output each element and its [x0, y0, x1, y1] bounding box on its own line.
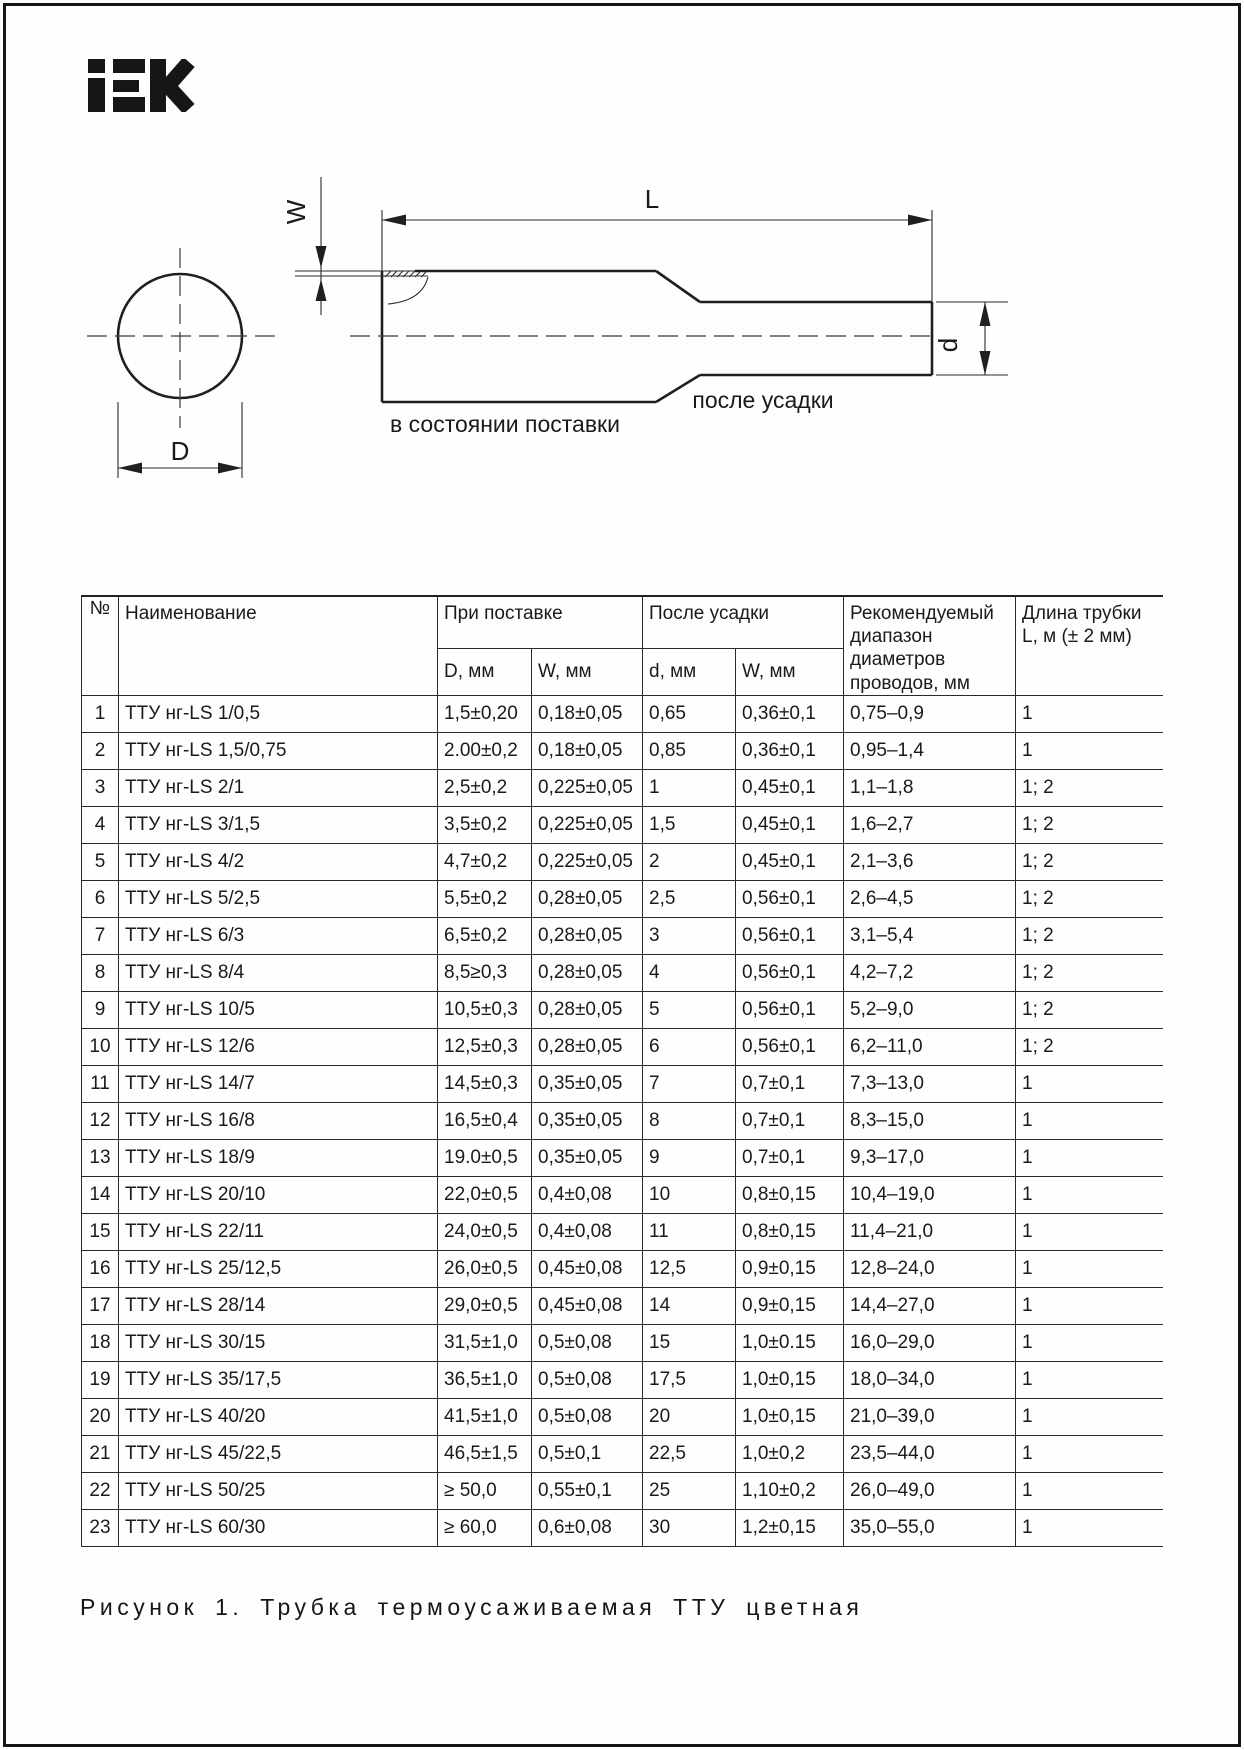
- cell-D: 46,5±1,5: [438, 1435, 532, 1472]
- cell-len: 1; 2: [1016, 917, 1163, 954]
- col-header-length: Длина трубки L, м (± 2 мм): [1016, 596, 1163, 695]
- cell-name: ТТУ нг-LS 28/14: [119, 1287, 438, 1324]
- cell-D: 24,0±0,5: [438, 1213, 532, 1250]
- cell-name: ТТУ нг-LS 5/2,5: [119, 880, 438, 917]
- cell-D: 22,0±0,5: [438, 1176, 532, 1213]
- cell-W2: 1,0±0,2: [736, 1435, 844, 1472]
- cell-n: 6: [82, 880, 119, 917]
- cell-range: 2,6–4,5: [844, 880, 1016, 917]
- cell-n: 16: [82, 1250, 119, 1287]
- table-row: [82, 769, 1163, 806]
- cell-d: 3: [643, 917, 736, 954]
- table-row: [82, 1361, 1163, 1398]
- cell-D: 10,5±0,3: [438, 991, 532, 1028]
- cell-D: 16,5±0,4: [438, 1102, 532, 1139]
- cell-W2: 0,56±0,1: [736, 880, 844, 917]
- dim-label-W: W: [281, 199, 311, 225]
- cell-len: 1; 2: [1016, 806, 1163, 843]
- cell-D: 6,5±0,2: [438, 917, 532, 954]
- cell-d: 1,5: [643, 806, 736, 843]
- dim-label-d: d: [933, 337, 963, 353]
- col-header-name: Наименование: [119, 596, 438, 695]
- cell-W1: 0,18±0,05: [532, 695, 643, 732]
- cell-range: 26,0–49,0: [844, 1472, 1016, 1509]
- cell-D: ≥ 50,0: [438, 1472, 532, 1509]
- cell-range: 1,1–1,8: [844, 769, 1016, 806]
- dim-arrow-icon: [980, 302, 991, 326]
- cell-W2: 1,0±0.15: [736, 1324, 844, 1361]
- cell-len: 1: [1016, 1472, 1163, 1509]
- cell-W2: 0,56±0,1: [736, 991, 844, 1028]
- cell-n: 18: [82, 1324, 119, 1361]
- cell-D: ≥ 60,0: [438, 1509, 532, 1546]
- cell-W1: 0,5±0,08: [532, 1361, 643, 1398]
- cell-range: 12,8–24,0: [844, 1250, 1016, 1287]
- dim-label-D: D: [170, 436, 190, 466]
- cell-d: 11: [643, 1213, 736, 1250]
- col-header-d-mm: d, мм: [643, 648, 736, 695]
- table-row: [82, 843, 1163, 880]
- cell-W2: 0,8±0,15: [736, 1176, 844, 1213]
- cell-W2: 0,9±0,15: [736, 1250, 844, 1287]
- cell-len: 1: [1016, 1065, 1163, 1102]
- cell-range: 3,1–5,4: [844, 917, 1016, 954]
- cell-D: 29,0±0,5: [438, 1287, 532, 1324]
- table-row: [82, 1176, 1163, 1213]
- cell-W2: 0,45±0,1: [736, 843, 844, 880]
- cell-D: 12,5±0,3: [438, 1028, 532, 1065]
- cell-n: 17: [82, 1287, 119, 1324]
- cell-W2: 1,2±0,15: [736, 1509, 844, 1546]
- cell-D: 36,5±1,0: [438, 1361, 532, 1398]
- cell-W2: 1,10±0,2: [736, 1472, 844, 1509]
- cell-len: 1; 2: [1016, 769, 1163, 806]
- col-header-range: Рекомендуемый диапазон диаметров проводов, мм: [844, 596, 1016, 695]
- cell-W1: 0,225±0,05: [532, 843, 643, 880]
- cell-W1: 0,6±0,08: [532, 1509, 643, 1546]
- cell-len: 1: [1016, 1509, 1163, 1546]
- col-group-after-shrink: После усадки: [643, 596, 844, 648]
- cell-name: ТТУ нг-LS 60/30: [119, 1509, 438, 1546]
- table-row: [82, 1102, 1163, 1139]
- cell-n: 8: [82, 954, 119, 991]
- cell-name: ТТУ нг-LS 2/1: [119, 769, 438, 806]
- cell-d: 20: [643, 1398, 736, 1435]
- cell-name: ТТУ нг-LS 30/15: [119, 1324, 438, 1361]
- cell-range: 18,0–34,0: [844, 1361, 1016, 1398]
- table-row: [82, 1435, 1163, 1472]
- cell-name: ТТУ нг-LS 50/25: [119, 1472, 438, 1509]
- cell-d: 6: [643, 1028, 736, 1065]
- cell-n: 10: [82, 1028, 119, 1065]
- cell-name: ТТУ нг-LS 25/12,5: [119, 1250, 438, 1287]
- cell-W2: 0,8±0,15: [736, 1213, 844, 1250]
- table-row: [82, 1250, 1163, 1287]
- cell-n: 23: [82, 1509, 119, 1546]
- cell-W2: 0,9±0,15: [736, 1287, 844, 1324]
- cell-range: 23,5–44,0: [844, 1435, 1016, 1472]
- cell-W1: 0,28±0,05: [532, 1028, 643, 1065]
- spec-table-wrapper: [81, 595, 1163, 1547]
- cell-W1: 0,35±0,05: [532, 1065, 643, 1102]
- cell-d: 12,5: [643, 1250, 736, 1287]
- cell-n: 15: [82, 1213, 119, 1250]
- dim-arrow-icon: [980, 351, 991, 375]
- cell-name: ТТУ нг-LS 10/5: [119, 991, 438, 1028]
- cell-D: 26,0±0,5: [438, 1250, 532, 1287]
- cell-len: 1: [1016, 1213, 1163, 1250]
- cell-range: 35,0–55,0: [844, 1509, 1016, 1546]
- cell-range: 16,0–29,0: [844, 1324, 1016, 1361]
- cell-W1: 0,45±0,08: [532, 1250, 643, 1287]
- cell-W1: 0,18±0,05: [532, 732, 643, 769]
- cell-name: ТТУ нг-LS 20/10: [119, 1176, 438, 1213]
- table-row: [82, 695, 1163, 732]
- cell-n: 20: [82, 1398, 119, 1435]
- table-row: [82, 732, 1163, 769]
- table-body: [82, 695, 1163, 1546]
- cell-range: 0,75–0,9: [844, 695, 1016, 732]
- cell-n: 12: [82, 1102, 119, 1139]
- cell-W1: 0,28±0,05: [532, 880, 643, 917]
- cell-W2: 0,7±0,1: [736, 1139, 844, 1176]
- cell-D: 1,5±0,20: [438, 695, 532, 732]
- cell-d: 0,85: [643, 732, 736, 769]
- cell-d: 1: [643, 769, 736, 806]
- cell-name: ТТУ нг-LS 4/2: [119, 843, 438, 880]
- cell-name: ТТУ нг-LS 14/7: [119, 1065, 438, 1102]
- cell-name: ТТУ нг-LS 8/4: [119, 954, 438, 991]
- cell-d: 5: [643, 991, 736, 1028]
- cell-len: 1: [1016, 695, 1163, 732]
- table-row: [82, 1398, 1163, 1435]
- cell-W1: 0,4±0,08: [532, 1213, 643, 1250]
- cell-len: 1: [1016, 1361, 1163, 1398]
- cell-n: 5: [82, 843, 119, 880]
- cell-n: 3: [82, 769, 119, 806]
- cell-d: 7: [643, 1065, 736, 1102]
- table-row: [82, 991, 1163, 1028]
- cell-range: 14,4–27,0: [844, 1287, 1016, 1324]
- cell-D: 19.0±0,5: [438, 1139, 532, 1176]
- cell-d: 10: [643, 1176, 736, 1213]
- table-row: [82, 1065, 1163, 1102]
- col-header-W-mm-after: W, мм: [736, 648, 844, 695]
- cell-W2: 0,45±0,1: [736, 769, 844, 806]
- cell-W1: 0,5±0,1: [532, 1435, 643, 1472]
- cell-n: 22: [82, 1472, 119, 1509]
- cell-W2: 0,45±0,1: [736, 806, 844, 843]
- cell-d: 8: [643, 1102, 736, 1139]
- cell-D: 41,5±1,0: [438, 1398, 532, 1435]
- cell-n: 7: [82, 917, 119, 954]
- cell-len: 1: [1016, 1398, 1163, 1435]
- table-row: [82, 1324, 1163, 1361]
- dim-arrow-icon: [316, 246, 327, 268]
- cell-len: 1; 2: [1016, 991, 1163, 1028]
- dim-label-L: L: [644, 184, 660, 214]
- cell-range: 2,1–3,6: [844, 843, 1016, 880]
- cell-len: 1; 2: [1016, 1028, 1163, 1065]
- cell-W1: 0,4±0,08: [532, 1176, 643, 1213]
- cell-n: 19: [82, 1361, 119, 1398]
- dim-arrow-icon: [316, 279, 327, 301]
- cell-W2: 0,56±0,1: [736, 917, 844, 954]
- table-row: [82, 1472, 1163, 1509]
- cell-range: 8,3–15,0: [844, 1102, 1016, 1139]
- col-header-W-mm-delivery: W, мм: [532, 648, 643, 695]
- cell-W1: 0,45±0,08: [532, 1287, 643, 1324]
- cell-n: 14: [82, 1176, 119, 1213]
- cell-D: 4,7±0,2: [438, 843, 532, 880]
- cell-D: 31,5±1,0: [438, 1324, 532, 1361]
- cell-W2: 1,0±0,15: [736, 1361, 844, 1398]
- cell-W2: 0,56±0,1: [736, 1028, 844, 1065]
- cell-D: 2.00±0,2: [438, 732, 532, 769]
- cell-W1: 0,35±0,05: [532, 1139, 643, 1176]
- cell-W2: 0,56±0,1: [736, 954, 844, 991]
- cell-name: ТТУ нг-LS 1/0,5: [119, 695, 438, 732]
- cell-W1: 0,5±0,08: [532, 1324, 643, 1361]
- cell-d: 30: [643, 1509, 736, 1546]
- dim-arrow-icon: [382, 215, 406, 226]
- cell-len: 1: [1016, 1176, 1163, 1213]
- col-group-delivery: При поставке: [438, 596, 643, 648]
- cell-W1: 0,28±0,05: [532, 991, 643, 1028]
- cell-W1: 0,225±0,05: [532, 806, 643, 843]
- cell-d: 14: [643, 1287, 736, 1324]
- cell-n: 1: [82, 695, 119, 732]
- cell-range: 4,2–7,2: [844, 954, 1016, 991]
- cell-len: 1: [1016, 1324, 1163, 1361]
- cell-W1: 0,55±0,1: [532, 1472, 643, 1509]
- cell-D: 2,5±0,2: [438, 769, 532, 806]
- cell-W2: 0,7±0,1: [736, 1102, 844, 1139]
- cell-name: ТТУ нг-LS 40/20: [119, 1398, 438, 1435]
- tube-diagram: [0, 0, 1244, 520]
- cell-range: 1,6–2,7: [844, 806, 1016, 843]
- cell-n: 9: [82, 991, 119, 1028]
- cell-range: 11,4–21,0: [844, 1213, 1016, 1250]
- cell-name: ТТУ нг-LS 22/11: [119, 1213, 438, 1250]
- label-after-shrink: после усадки: [692, 387, 834, 413]
- cell-W2: 1,0±0,15: [736, 1398, 844, 1435]
- cell-W2: 0,36±0,1: [736, 732, 844, 769]
- table-row: [82, 1213, 1163, 1250]
- cell-n: 13: [82, 1139, 119, 1176]
- cell-n: 11: [82, 1065, 119, 1102]
- table-row: [82, 880, 1163, 917]
- cell-range: 10,4–19,0: [844, 1176, 1016, 1213]
- table-row: [82, 1509, 1163, 1546]
- cell-len: 1: [1016, 1250, 1163, 1287]
- col-header-num: №: [82, 596, 119, 695]
- cell-len: 1: [1016, 1139, 1163, 1176]
- cell-range: 6,2–11,0: [844, 1028, 1016, 1065]
- table-row: [82, 954, 1163, 991]
- cell-W1: 0,5±0,08: [532, 1398, 643, 1435]
- cell-len: 1: [1016, 1435, 1163, 1472]
- cell-d: 15: [643, 1324, 736, 1361]
- cell-n: 4: [82, 806, 119, 843]
- cell-W1: 0,225±0,05: [532, 769, 643, 806]
- cell-D: 8,5≥0,3: [438, 954, 532, 991]
- cell-name: ТТУ нг-LS 35/17,5: [119, 1361, 438, 1398]
- label-delivery-state: в состоянии поставки: [390, 411, 620, 437]
- table-row: [82, 1287, 1163, 1324]
- dim-arrow-icon: [118, 463, 142, 474]
- cell-d: 25: [643, 1472, 736, 1509]
- cell-d: 0,65: [643, 695, 736, 732]
- cell-n: 2: [82, 732, 119, 769]
- cell-D: 5,5±0,2: [438, 880, 532, 917]
- table-row: [82, 806, 1163, 843]
- cell-len: 1; 2: [1016, 843, 1163, 880]
- cell-d: 9: [643, 1139, 736, 1176]
- cell-len: 1: [1016, 732, 1163, 769]
- cell-d: 2,5: [643, 880, 736, 917]
- col-header-D-mm: D, мм: [438, 648, 532, 695]
- cell-name: ТТУ нг-LS 1,5/0,75: [119, 732, 438, 769]
- dim-arrow-icon: [218, 463, 242, 474]
- cell-name: ТТУ нг-LS 6/3: [119, 917, 438, 954]
- table-row: [82, 1028, 1163, 1065]
- cell-len: 1: [1016, 1287, 1163, 1324]
- cell-name: ТТУ нг-LS 45/22,5: [119, 1435, 438, 1472]
- cell-len: 1; 2: [1016, 954, 1163, 991]
- cell-range: 7,3–13,0: [844, 1065, 1016, 1102]
- cell-name: ТТУ нг-LS 16/8: [119, 1102, 438, 1139]
- cell-d: 17,5: [643, 1361, 736, 1398]
- cell-len: 1: [1016, 1102, 1163, 1139]
- cell-range: 0,95–1,4: [844, 732, 1016, 769]
- cell-name: ТТУ нг-LS 3/1,5: [119, 806, 438, 843]
- cell-range: 5,2–9,0: [844, 991, 1016, 1028]
- cell-W1: 0,28±0,05: [532, 917, 643, 954]
- cell-name: ТТУ нг-LS 18/9: [119, 1139, 438, 1176]
- cell-range: 21,0–39,0: [844, 1398, 1016, 1435]
- cell-n: 21: [82, 1435, 119, 1472]
- cell-range: 9,3–17,0: [844, 1139, 1016, 1176]
- cell-D: 14,5±0,3: [438, 1065, 532, 1102]
- cell-name: ТТУ нг-LS 12/6: [119, 1028, 438, 1065]
- table-row: [82, 917, 1163, 954]
- dim-arrow-icon: [908, 215, 932, 226]
- table-row: [82, 1139, 1163, 1176]
- cell-d: 2: [643, 843, 736, 880]
- cell-D: 3,5±0,2: [438, 806, 532, 843]
- cell-d: 4: [643, 954, 736, 991]
- cell-W2: 0,36±0,1: [736, 695, 844, 732]
- cell-W1: 0,35±0,05: [532, 1102, 643, 1139]
- cell-W2: 0,7±0,1: [736, 1065, 844, 1102]
- figure-caption: Рисунок 1. Трубка термоусаживаемая ТТУ цветная: [80, 1594, 864, 1620]
- cell-len: 1; 2: [1016, 880, 1163, 917]
- spec-table: [81, 595, 1163, 1547]
- cell-d: 22,5: [643, 1435, 736, 1472]
- cell-W1: 0,28±0,05: [532, 954, 643, 991]
